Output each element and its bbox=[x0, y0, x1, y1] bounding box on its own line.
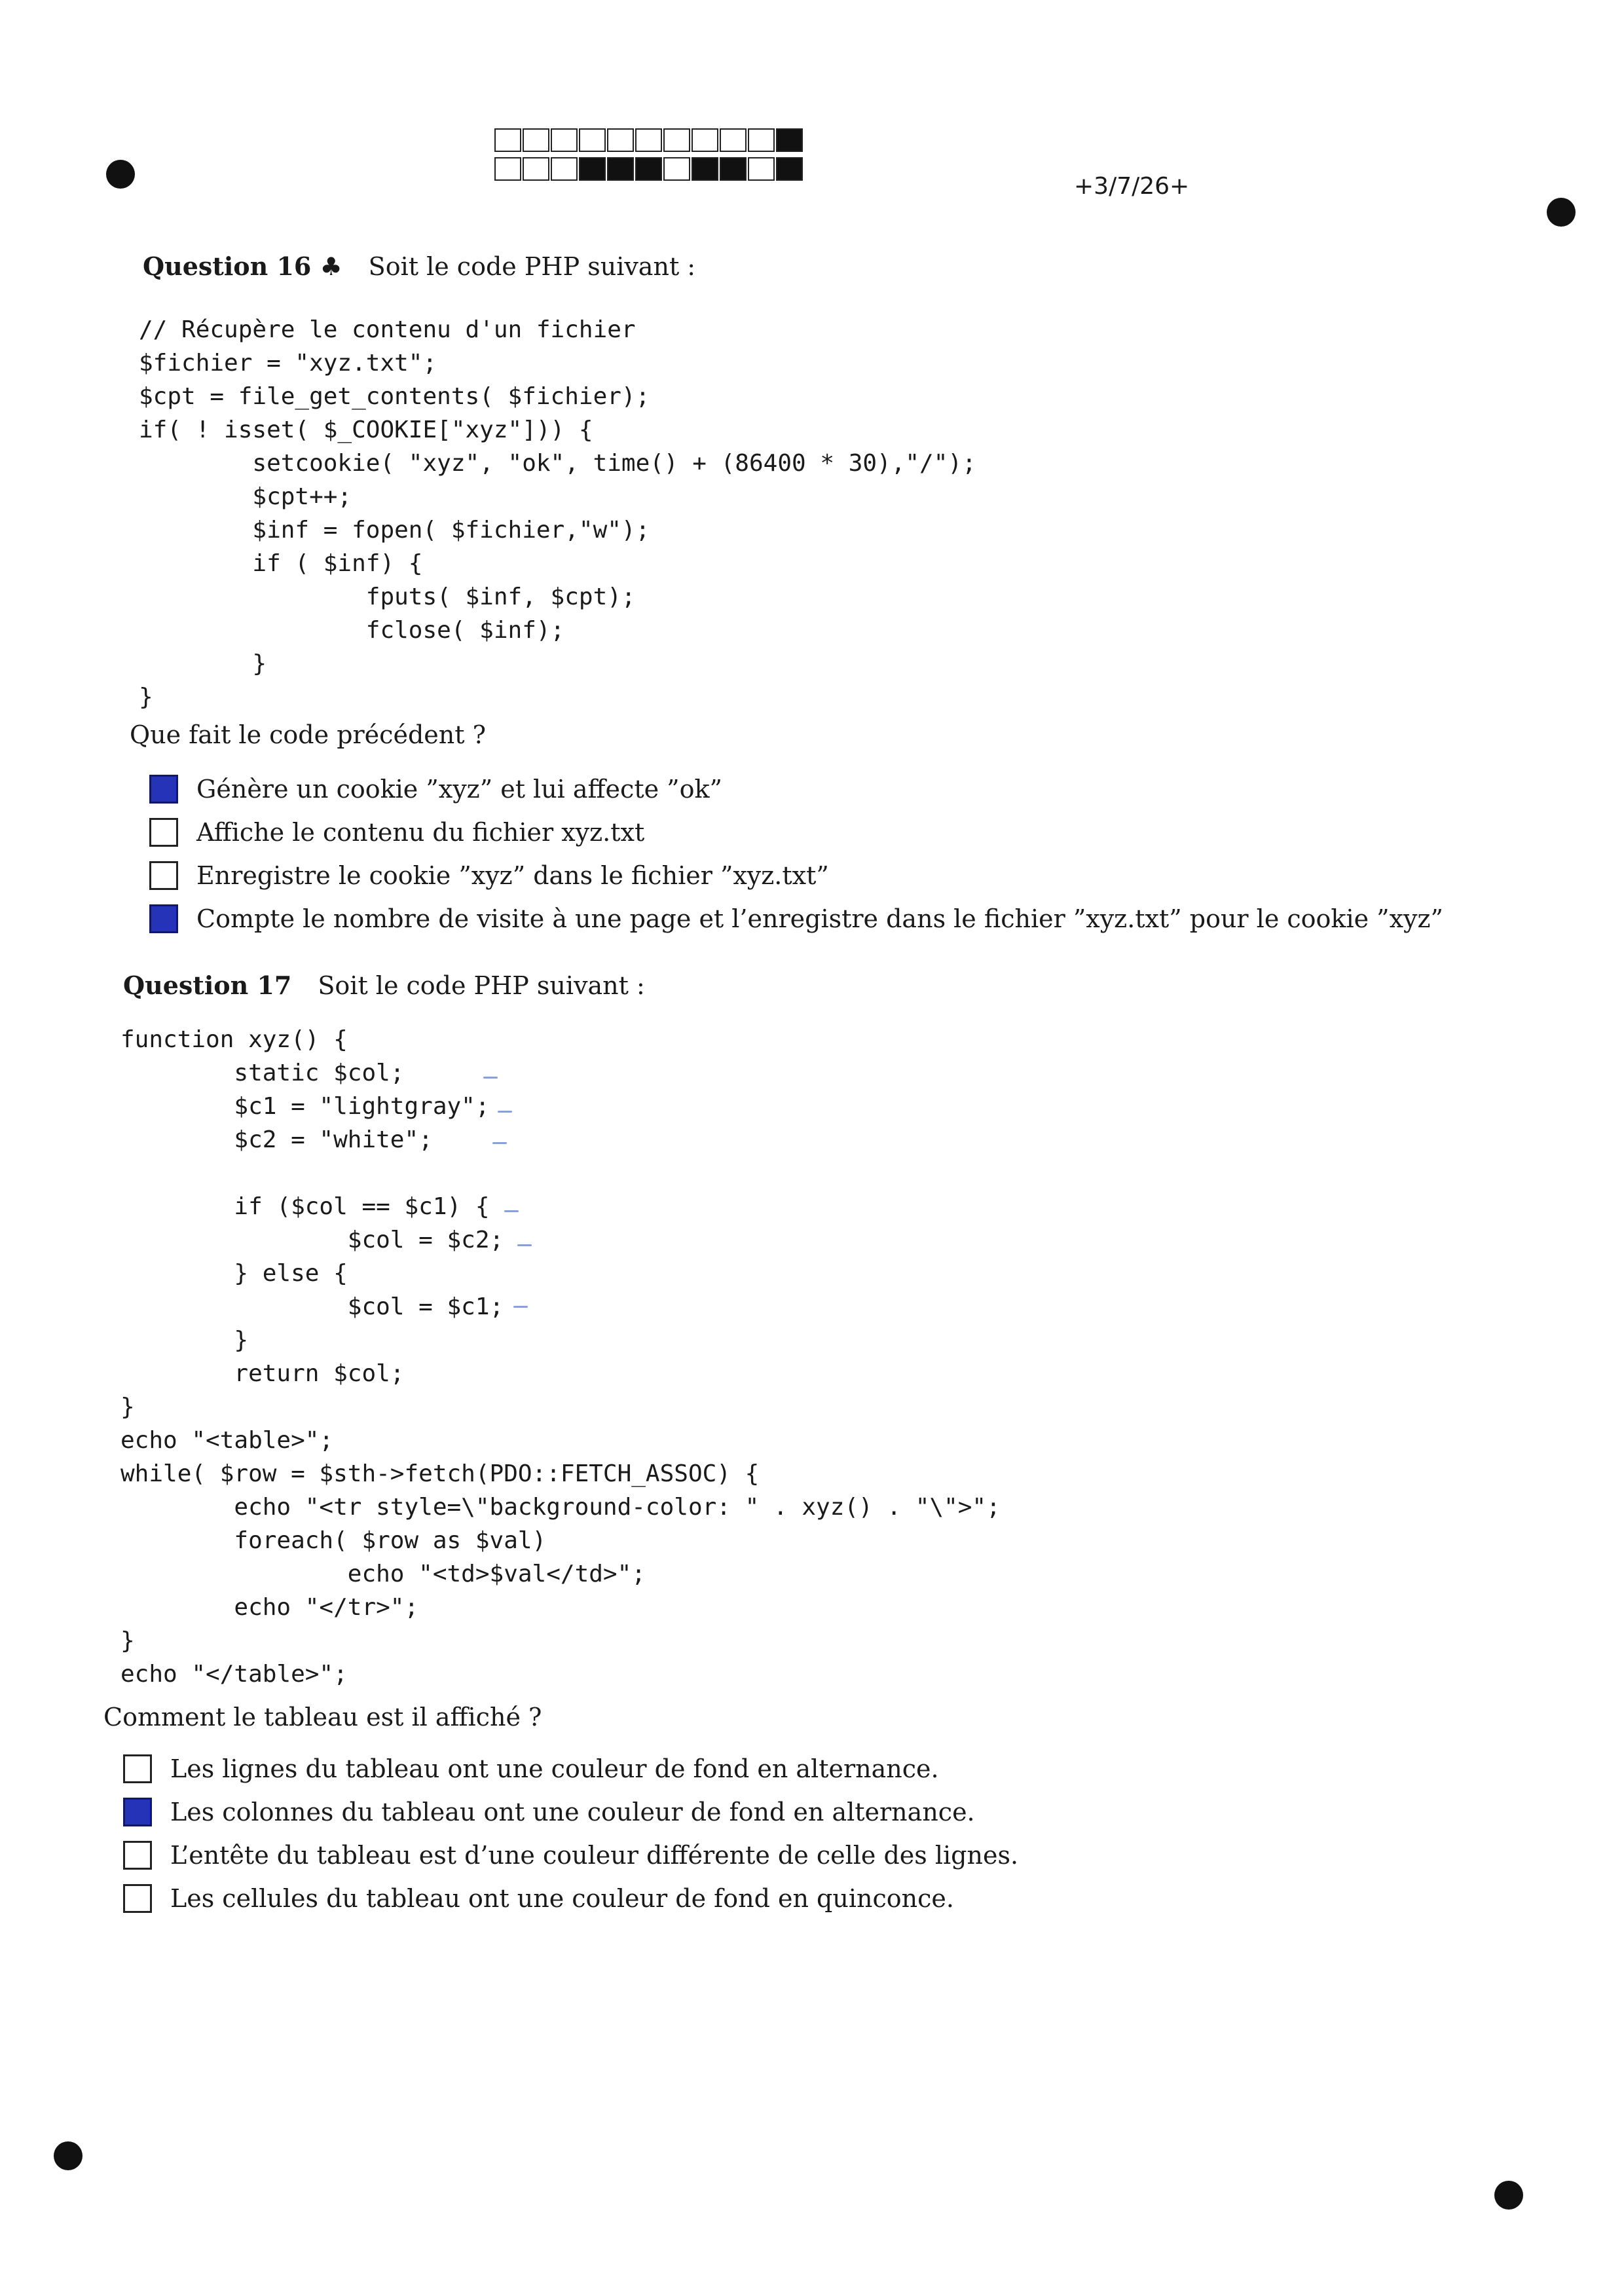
code-cell bbox=[607, 128, 634, 152]
checkbox-marked[interactable] bbox=[149, 775, 178, 804]
code-line: fputs( $inf, $cpt); bbox=[139, 583, 636, 610]
checkbox-marked[interactable] bbox=[123, 1798, 152, 1826]
code-row-1 bbox=[494, 128, 804, 152]
code-cell bbox=[579, 128, 606, 152]
code-cell bbox=[776, 128, 803, 152]
page-code-boxes bbox=[494, 128, 804, 186]
page-id: +3/7/26+ bbox=[1074, 173, 1190, 200]
code-line: return $col; bbox=[120, 1360, 405, 1387]
code-line: $c2 = "white"; bbox=[120, 1126, 433, 1153]
question-17-prompt: Comment le tableau est il affiché ? bbox=[103, 1703, 542, 1731]
code-line: } bbox=[139, 650, 267, 677]
checkbox[interactable] bbox=[149, 818, 178, 847]
code-line: foreach( $row as $val) bbox=[120, 1527, 547, 1554]
code-cell bbox=[748, 128, 775, 152]
answer-option[interactable] bbox=[123, 1834, 1018, 1877]
checkbox[interactable] bbox=[123, 1841, 152, 1870]
question-16-intro: Soit le code PHP suivant : bbox=[368, 252, 696, 281]
answer-option[interactable] bbox=[149, 854, 1443, 897]
code-line: echo "<table>"; bbox=[120, 1427, 334, 1454]
checkbox-marked[interactable] bbox=[149, 904, 178, 933]
code-line: echo "</table>"; bbox=[120, 1661, 348, 1688]
code-line: $col = $c1; bbox=[120, 1293, 504, 1320]
code-line bbox=[120, 1157, 1001, 1190]
code-line: } bbox=[120, 1327, 249, 1354]
code-line: if ($col == $c1) { bbox=[120, 1193, 490, 1220]
code-line: function xyz() { bbox=[120, 1026, 348, 1053]
pencil-mark bbox=[513, 1306, 528, 1308]
registration-mark-bottom-left bbox=[54, 2141, 83, 2170]
answer-option[interactable] bbox=[149, 768, 1443, 811]
code-line: $col = $c2; bbox=[120, 1227, 504, 1253]
code-line: $inf = fopen( $fichier,"w"); bbox=[139, 517, 650, 544]
code-row-2 bbox=[494, 157, 804, 181]
code-line: } bbox=[139, 684, 153, 711]
pencil-mark bbox=[498, 1111, 512, 1113]
question-17-intro: Soit le code PHP suivant : bbox=[318, 971, 645, 1000]
code-line: $cpt = file_get_contents( $fichier); bbox=[139, 383, 650, 410]
code-cell bbox=[579, 157, 606, 181]
pencil-mark bbox=[492, 1142, 507, 1144]
code-line: echo "</tr>"; bbox=[120, 1594, 419, 1621]
code-cell bbox=[692, 157, 718, 181]
answer-option[interactable] bbox=[123, 1747, 1018, 1790]
registration-mark-top-left bbox=[106, 160, 135, 189]
answer-text: Affiche le contenu du fichier xyz.txt bbox=[196, 818, 645, 847]
code-cell bbox=[523, 157, 549, 181]
registration-mark-top-right bbox=[1547, 198, 1576, 227]
code-line: // Récupère le contenu d'un fichier bbox=[139, 316, 636, 343]
question-17-title: Question 17 bbox=[123, 971, 292, 1000]
answer-text: Compte le nombre de visite à une page et l’enregistre dans le fichier ”xyz.txt” pour le cookie ”xyz” bbox=[196, 904, 1443, 933]
code-cell bbox=[663, 157, 690, 181]
code-cell bbox=[720, 157, 747, 181]
answer-option[interactable] bbox=[149, 897, 1443, 940]
pencil-mark bbox=[483, 1077, 498, 1079]
answer-text: Les cellules du tableau ont une couleur de fond en quinconce. bbox=[170, 1884, 954, 1913]
code-line: echo "<td>$val</td>"; bbox=[120, 1561, 646, 1587]
code-cell bbox=[692, 128, 718, 152]
pencil-mark bbox=[504, 1210, 519, 1212]
code-cell bbox=[494, 128, 521, 152]
answer-option[interactable] bbox=[123, 1790, 1018, 1834]
question-17-code bbox=[120, 1023, 1001, 1691]
question-16-title: Question 16 ♣ bbox=[143, 251, 342, 281]
code-line: fclose( $inf); bbox=[139, 617, 565, 644]
code-line: $fichier = "xyz.txt"; bbox=[139, 350, 437, 377]
answer-option[interactable] bbox=[123, 1877, 1018, 1920]
code-cell bbox=[523, 128, 549, 152]
code-cell bbox=[720, 128, 747, 152]
code-cell bbox=[748, 157, 775, 181]
code-line: if ( $inf) { bbox=[139, 550, 423, 577]
code-line: $c1 = "lightgray"; bbox=[120, 1093, 490, 1120]
question-17-header bbox=[123, 971, 645, 1000]
answer-text: Les colonnes du tableau ont une couleur de fond en alternance. bbox=[170, 1798, 975, 1826]
code-cell bbox=[551, 157, 578, 181]
code-cell bbox=[607, 157, 634, 181]
code-cell bbox=[635, 157, 662, 181]
code-line: } bbox=[120, 1394, 135, 1420]
answer-text: Les lignes du tableau ont une couleur de fond en alternance. bbox=[170, 1754, 939, 1783]
question-17-answers bbox=[123, 1747, 1018, 1920]
code-cell bbox=[663, 128, 690, 152]
code-line: echo "<tr style=\"background-color: " . xyz() . "\">"; bbox=[120, 1494, 1001, 1521]
registration-mark-bottom-right bbox=[1494, 2181, 1523, 2210]
checkbox[interactable] bbox=[123, 1754, 152, 1783]
code-line: } else { bbox=[120, 1260, 348, 1287]
question-16-prompt: Que fait le code précédent ? bbox=[130, 720, 486, 749]
checkbox[interactable] bbox=[149, 861, 178, 890]
question-16-answers bbox=[149, 768, 1443, 940]
code-line: while( $row = $sth->fetch(PDO::FETCH_ASSOC) { bbox=[120, 1460, 760, 1487]
code-line: static $col; bbox=[120, 1060, 405, 1086]
checkbox[interactable] bbox=[123, 1884, 152, 1913]
pencil-mark bbox=[517, 1244, 532, 1246]
answer-text: Génère un cookie ”xyz” et lui affecte ”ok” bbox=[196, 775, 722, 804]
question-16-header bbox=[143, 251, 695, 281]
code-line: setcookie( "xyz", "ok", time() + (86400 * 30),"/"); bbox=[139, 450, 976, 477]
code-line: $cpt++; bbox=[139, 483, 352, 510]
code-cell bbox=[494, 157, 521, 181]
code-cell bbox=[776, 157, 803, 181]
code-cell bbox=[635, 128, 662, 152]
question-16-code bbox=[139, 313, 976, 714]
code-line: if( ! isset( $_COOKIE["xyz"])) { bbox=[139, 417, 593, 443]
answer-text: Enregistre le cookie ”xyz” dans le fichier ”xyz.txt” bbox=[196, 861, 829, 890]
code-cell bbox=[551, 128, 578, 152]
answer-option[interactable] bbox=[149, 811, 1443, 854]
answer-text: L’entête du tableau est d’une couleur différente de celle des lignes. bbox=[170, 1841, 1019, 1870]
code-line: } bbox=[120, 1627, 135, 1654]
